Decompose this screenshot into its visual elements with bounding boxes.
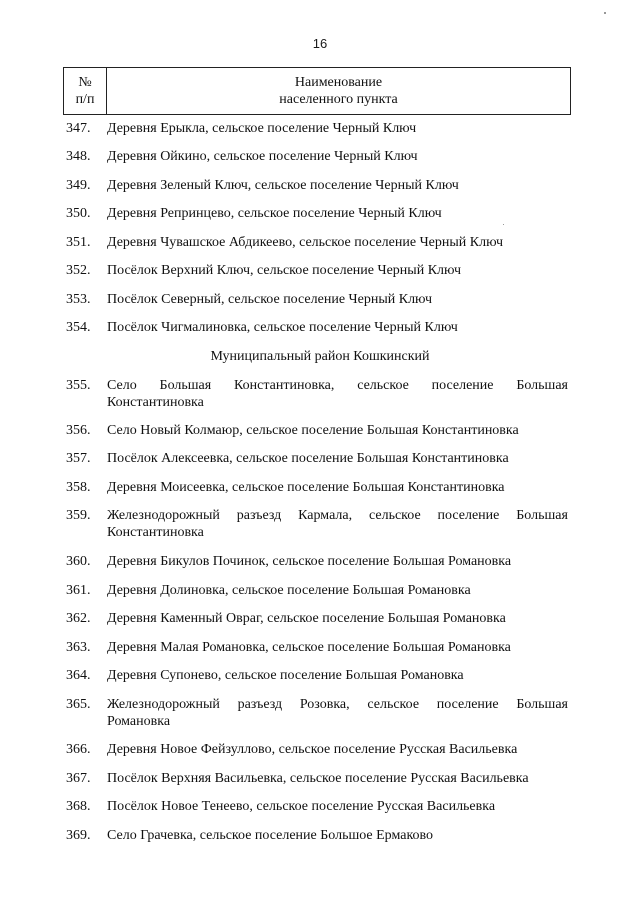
item-word: Железнодорожный xyxy=(107,508,220,523)
item-text: Деревня Малая Романовка, сельское поселение Большая Романовка xyxy=(107,640,511,655)
item-number: 348. xyxy=(66,149,91,164)
item-text-line1 xyxy=(107,377,568,394)
scan-speck xyxy=(503,224,504,225)
item-text: Село Грачевка, сельское поселение Большое Ермаково xyxy=(107,828,434,843)
item-word: Константиновка, xyxy=(234,378,335,393)
item-text-line2: Романовка xyxy=(107,714,171,729)
item-text: Деревня Ерыкла, сельское поселение Черный Ключ xyxy=(107,121,417,136)
item-text-line1 xyxy=(107,696,568,713)
item-number: 350. xyxy=(66,206,91,221)
header-number-sign: № xyxy=(78,75,92,90)
item-text: Село Новый Колмаюр, сельское поселение Большая Константиновка xyxy=(107,423,519,438)
item-number: 358. xyxy=(66,480,91,495)
item-number: 355. xyxy=(66,378,91,393)
item-word: Кармала, xyxy=(298,508,353,523)
item-text xyxy=(107,696,568,730)
item-text: Посёлок Чигмалиновка, сельское поселение Черный Ключ xyxy=(107,320,458,335)
item-text: Деревня Репринцево, сельское поселение Черный Ключ xyxy=(107,206,442,221)
item-number: 363. xyxy=(66,640,91,655)
item-word: сельское xyxy=(367,697,420,712)
item-number: 362. xyxy=(66,611,91,626)
item-number: 354. xyxy=(66,320,91,335)
item-number: 357. xyxy=(66,451,91,466)
item-number: 353. xyxy=(66,292,91,307)
item-word: Село xyxy=(107,378,137,393)
item-text: Деревня Новое Фейзуллово, сельское поселение Русская Васильевка xyxy=(107,742,518,757)
item-text-line2: Константиновка xyxy=(107,395,204,410)
item-word: Большая xyxy=(159,378,212,393)
item-text-line2: Константиновка xyxy=(107,525,204,540)
header-number-column xyxy=(64,68,107,114)
item-word: разъезд xyxy=(236,508,282,523)
item-text: Деревня Долиновка, сельское поселение Большая Романовка xyxy=(107,583,471,598)
item-number: 366. xyxy=(66,742,91,757)
section-heading: Муниципальный район Кошкинский xyxy=(210,349,430,364)
item-number: 356. xyxy=(66,423,91,438)
item-text xyxy=(107,377,568,411)
item-number: 365. xyxy=(66,697,91,712)
header-title-line1: Наименование xyxy=(294,75,383,90)
item-word: Большая xyxy=(516,378,568,393)
item-text: Деревня Чувашское Абдикеево, сельское поселение Черный Ключ xyxy=(107,235,504,250)
item-number: 367. xyxy=(66,771,91,786)
item-word: сельское xyxy=(357,378,409,393)
item-word: сельское xyxy=(369,508,421,523)
item-number: 369. xyxy=(66,828,91,843)
item-word: Железнодорожный xyxy=(107,697,220,712)
item-text: Посёлок Верхняя Васильевка, сельское поселение Русская Васильевка xyxy=(107,771,529,786)
item-text: Деревня Каменный Овраг, сельское поселение Большая Романовка xyxy=(107,611,506,626)
item-word: Большая xyxy=(516,697,568,712)
item-number: 368. xyxy=(66,799,91,814)
header-name-column xyxy=(107,68,570,114)
item-text xyxy=(107,507,568,541)
item-number: 361. xyxy=(66,583,91,598)
item-word: поселение xyxy=(437,508,500,523)
item-number: 349. xyxy=(66,178,91,193)
scan-speck xyxy=(604,12,606,14)
item-text: Посёлок Алексеевка, сельское поселение Большая Константиновка xyxy=(107,451,509,466)
header-title-line2: населенного пункта xyxy=(279,92,398,107)
item-text: Деревня Ойкино, сельское поселение Черный Ключ xyxy=(107,149,418,164)
item-number: 360. xyxy=(66,554,91,569)
item-text: Деревня Бикулов Починок, сельское поселение Большая Романовка xyxy=(107,554,512,569)
item-number: 351. xyxy=(66,235,91,250)
item-word: Розовка, xyxy=(299,697,350,712)
item-text-line1 xyxy=(107,507,568,524)
item-text: Посёлок Северный, сельское поселение Черный Ключ xyxy=(107,292,433,307)
item-word: поселение xyxy=(436,697,499,712)
item-number: 352. xyxy=(66,263,91,278)
header-number-abbrev: п/п xyxy=(75,92,95,107)
item-word: поселение xyxy=(431,378,494,393)
item-number: 347. xyxy=(66,121,91,136)
item-text: Деревня Супонево, сельское поселение Большая Романовка xyxy=(107,668,464,683)
item-text: Деревня Зеленый Ключ, сельское поселение Черный Ключ xyxy=(107,178,459,193)
item-word: Большая xyxy=(516,508,568,523)
item-word: разъезд xyxy=(237,697,283,712)
item-number: 359. xyxy=(66,508,91,523)
page-number: 16 xyxy=(312,36,328,51)
item-text: Посёлок Новое Тенеево, сельское поселение Русская Васильевка xyxy=(107,799,496,814)
table-header xyxy=(63,67,571,115)
item-text: Деревня Моисеевка, сельское поселение Большая Константиновка xyxy=(107,480,505,495)
item-number: 364. xyxy=(66,668,91,683)
item-text: Посёлок Верхний Ключ, сельское поселение Черный Ключ xyxy=(107,263,461,278)
